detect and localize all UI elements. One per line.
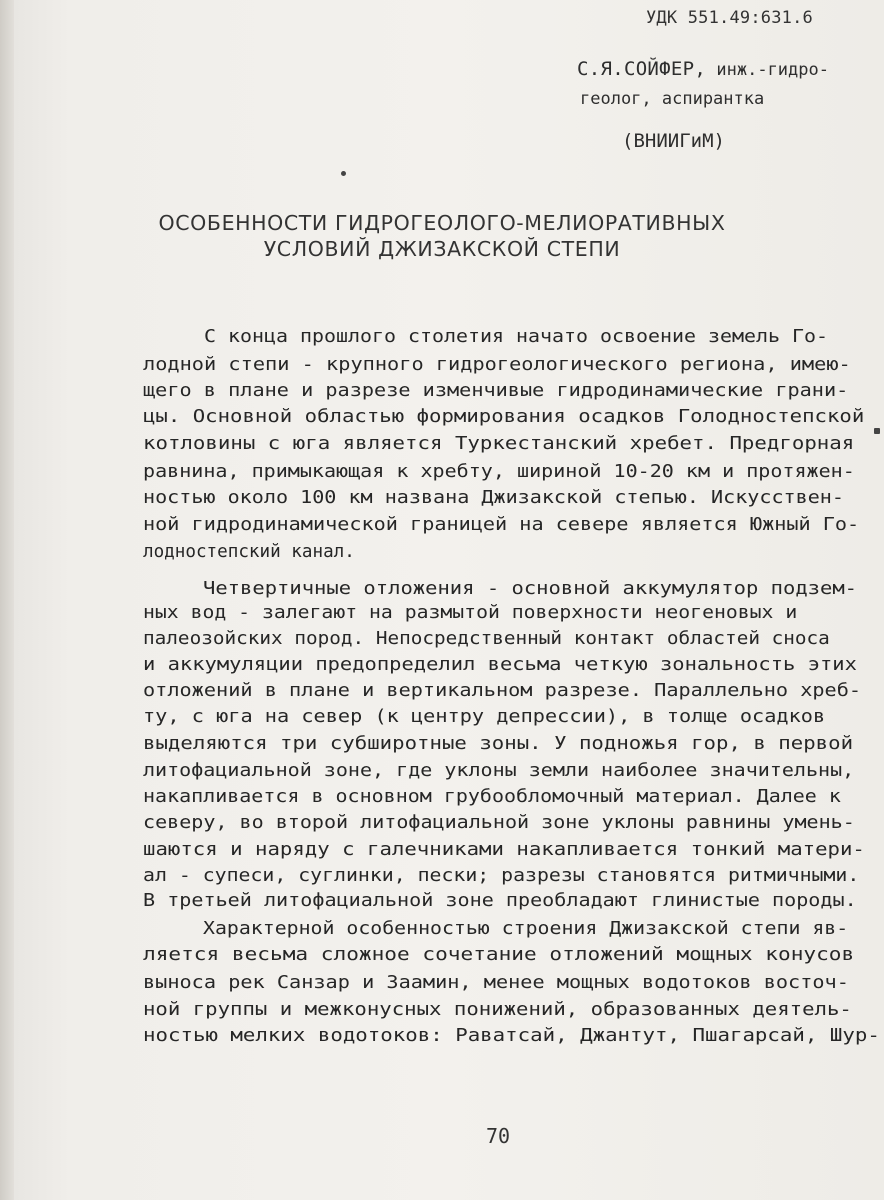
author-line-1 — [577, 58, 829, 80]
body-line: В третьей литофациальной зоне преобладают глинистые породы. — [143, 891, 857, 911]
body-line: лодной степи - крупного гидрогеологического региона, имею- — [143, 355, 851, 375]
body-line: цы. Основной областью формирования осадков Голодностепской — [143, 407, 865, 427]
body-line: шаются и наряду с галечниками накапливается тонкий матери- — [143, 840, 865, 860]
body-line: ляется весьма сложное сочетание отложений мощных конусов — [143, 945, 855, 965]
body-line: ту, с юга на север (к центру депрессии), в толще осадков — [143, 707, 826, 727]
body-line: палеозойских пород. Непосредственный контакт областей сноса — [143, 629, 830, 649]
body-line: С конца прошлого столетия начато освоение земель Го- — [204, 327, 829, 347]
author-line-2: геолог, аспирантка — [580, 89, 765, 109]
body-line: ных вод - залегают на размытой поверхности неогеновых и — [143, 603, 798, 623]
body-line: равнина, примыкающая к хребту, шириной 10-20 км и протяжен- — [143, 462, 855, 482]
body-line: накапливается в основном грубообломочный материал. Далее к — [143, 787, 841, 807]
udk-code: УДК 551.49:631.6 — [646, 8, 813, 28]
body-line: литофациальной зоне, где уклоны земли наиболее значительны, — [143, 761, 855, 781]
body-line: отложений в плане и вертикальном разрезе. Параллельно хреб- — [143, 681, 862, 701]
body-line: и аккумуляции предопределил весьма четкую зональность этих — [143, 655, 857, 675]
body-line: лодностепский канал. — [143, 542, 355, 562]
author-name: С.Я.СОЙФЕР, — [577, 58, 707, 80]
body-line: Четвертичные отложения - основной аккумулятор подзем- — [203, 579, 858, 599]
title-line-2: УСЛОВИЙ ДЖИЗАКСКОЙ СТЕПИ — [263, 237, 621, 261]
body-line: северу, во второй литофациальной зоне уклоны равнины умень- — [143, 813, 855, 833]
body-line: котловины с юга является Туркестанский хребет. Предгорная — [143, 434, 855, 454]
body-line: ной гидродинамической границей на севере является Южный Го- — [143, 515, 860, 535]
title-line-1: ОСОБЕННОСТИ ГИДРОГЕОЛОГО-МЕЛИОРАТИВНЫХ — [158, 211, 726, 235]
body-line: выноса рек Санзар и Заамин, менее мощных водотоков восточ- — [143, 973, 849, 993]
body-line: ностью мелких водотоков: Раватсай, Джантут, Пшагарсай, Шур- — [143, 1026, 880, 1046]
body-line: ал - супеси, суглинки, пески; разрезы становятся ритмичными. — [143, 866, 860, 886]
page-number: 70 — [486, 1124, 511, 1148]
body-line: ной группы и межконусных понижений, образованных деятель- — [143, 1000, 852, 1020]
page-binding-edge — [0, 0, 14, 1200]
body-line: выделяются три субширотные зоны. У подножья гор, в первой — [143, 734, 854, 754]
body-line: щего в плане и разрезе изменчивые гидродинамические грани- — [143, 381, 849, 401]
ink-dot — [341, 171, 346, 176]
margin-mark — [874, 428, 880, 434]
author-role-1: инж.-гидро- — [716, 60, 829, 80]
body-line: ностью около 100 км названа Джизакской степью. Искусствен- — [143, 488, 844, 508]
organization: (ВНИИГиМ) — [622, 130, 725, 152]
body-line: Характерной особенностью строения Джизакской степи яв- — [203, 919, 849, 939]
